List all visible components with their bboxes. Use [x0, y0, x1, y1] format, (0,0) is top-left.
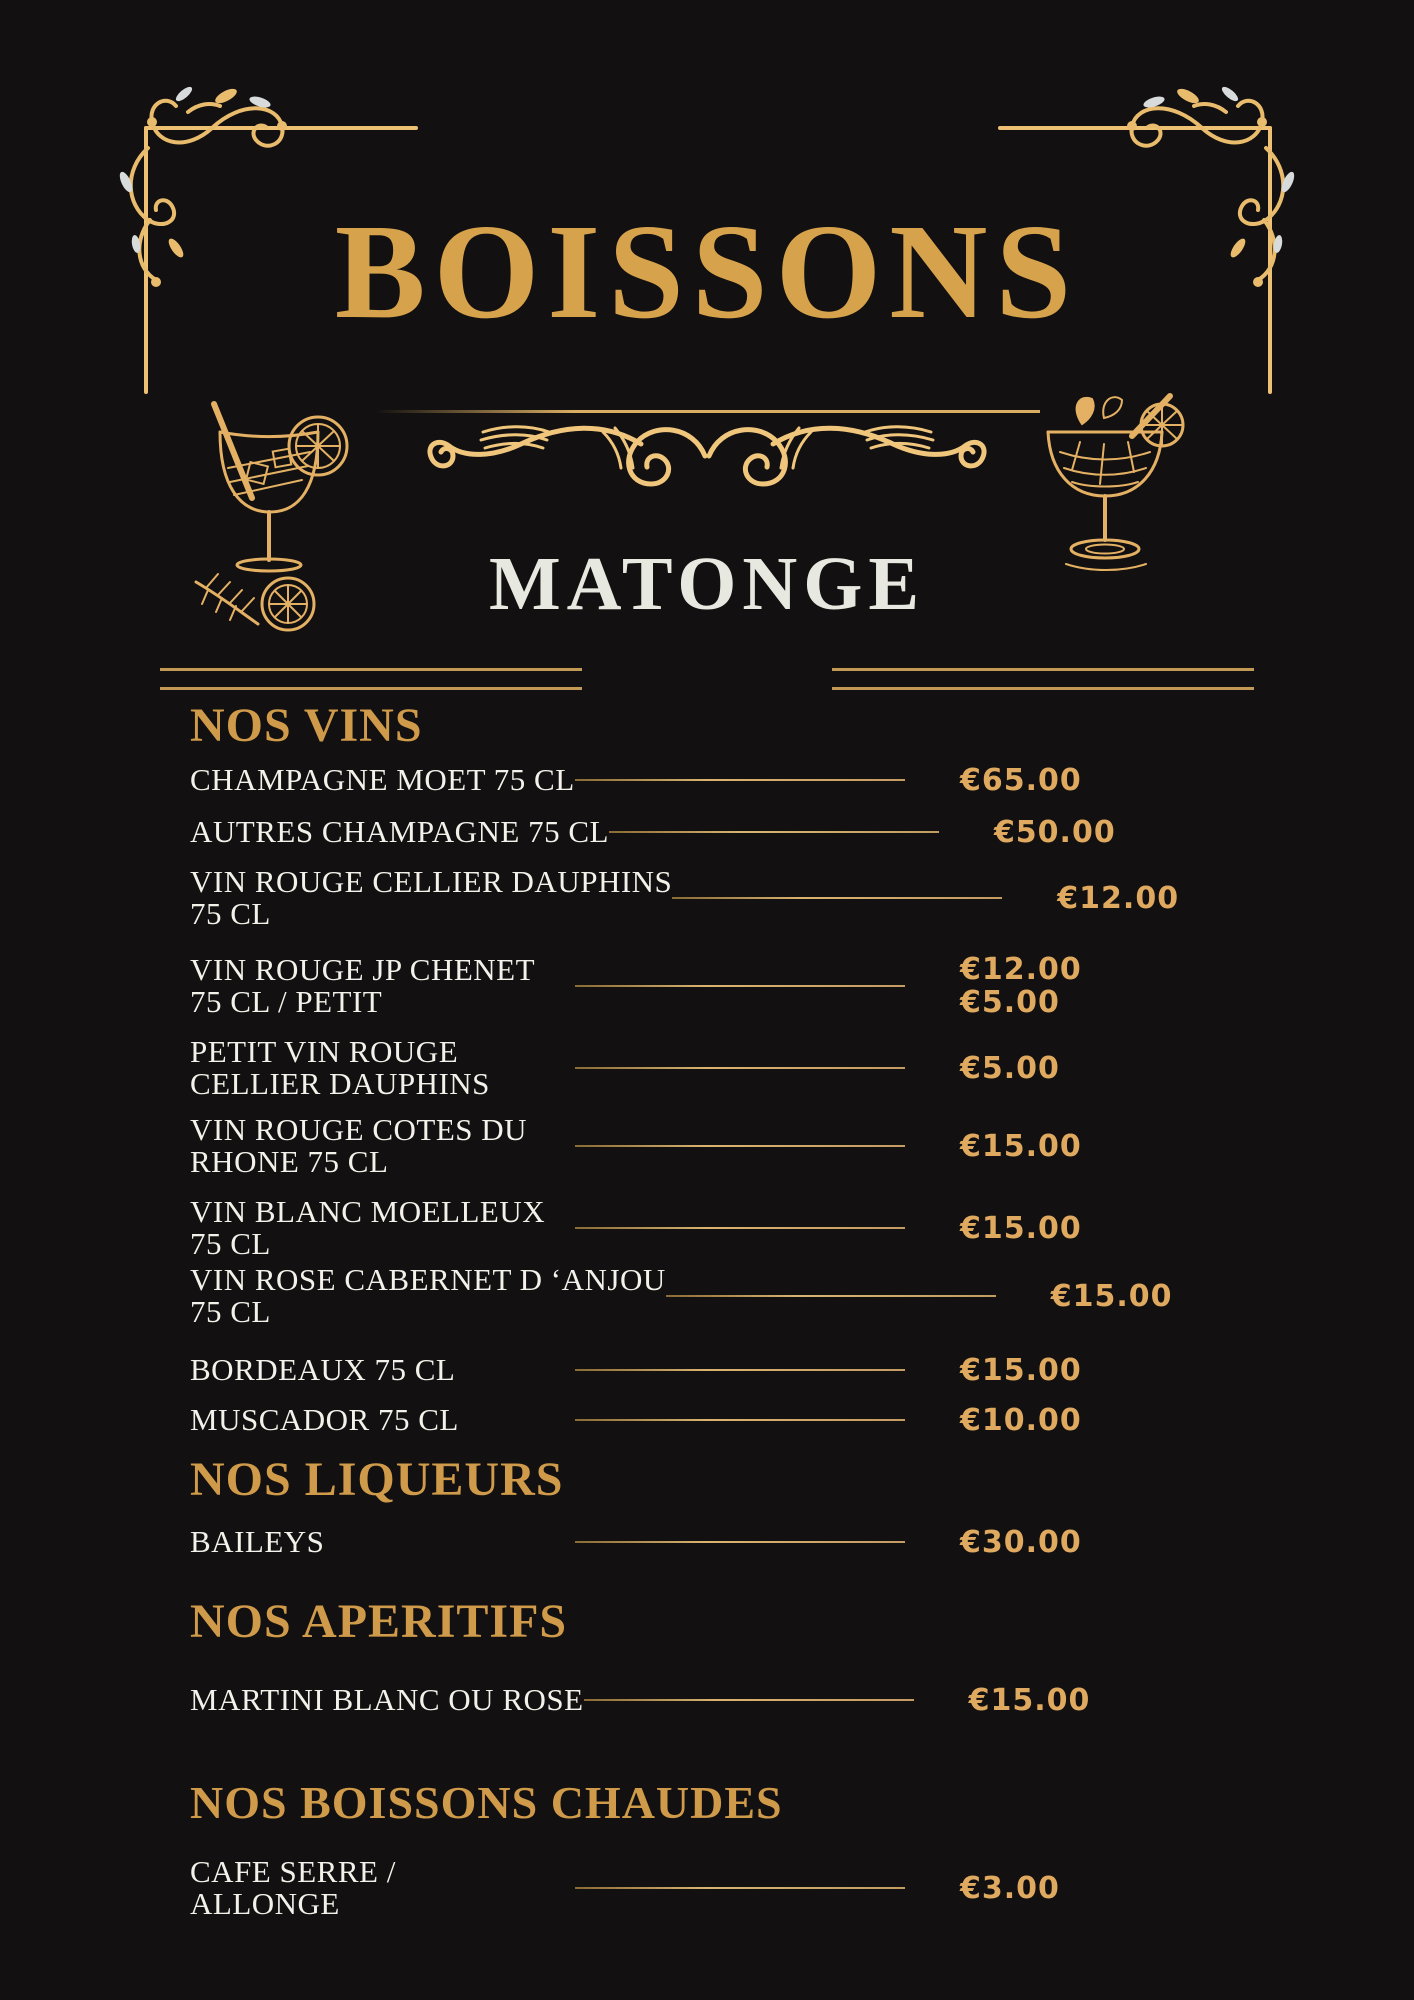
leader-line: [609, 831, 939, 833]
cocktail-glass-icon: [168, 398, 383, 636]
menu-item-row: [190, 1680, 1230, 1720]
item-name: AUTRES CHAMPAGNE 75 CL: [190, 814, 609, 849]
menu-item-row: [190, 1350, 1230, 1390]
leader-line: [584, 1699, 914, 1701]
restaurant-name: MATONGE: [488, 542, 926, 626]
menu-item-row: [190, 1036, 1230, 1100]
leader-line: [575, 1541, 905, 1543]
item-name: VIN ROSE CABERNET D ‘ANJOU 75 CL: [190, 1262, 666, 1329]
leader-line: [575, 1887, 905, 1889]
menu-item-row: [190, 866, 1230, 930]
cocktail-goblet-icon: [1020, 392, 1192, 642]
leader-line: [575, 985, 905, 987]
item-price: €65.00: [960, 762, 1082, 798]
item-price: €3.00: [960, 1870, 1060, 1906]
page-title: BOISSONS: [334, 197, 1080, 347]
leader-line: [672, 897, 1002, 899]
item-price: €15.00: [1050, 1278, 1173, 1314]
section-heading-vins: NOS VINS: [190, 699, 423, 752]
double-rule-right: [832, 668, 1254, 671]
title-divider-line: [375, 410, 1040, 413]
item-price: €30.00: [960, 1524, 1082, 1560]
item-name: BORDEAUX 75 CL: [190, 1352, 456, 1387]
leader-line: [575, 1369, 905, 1371]
item-price: €15.00: [960, 1128, 1082, 1164]
menu-item-row: [190, 1522, 1230, 1562]
leader-line: [666, 1295, 996, 1297]
menu-item-row: [190, 1196, 1230, 1260]
item-price: €12.00: [1057, 880, 1180, 916]
item-name: VIN ROUGE CELLIER DAUPHINS 75 CL: [190, 864, 673, 931]
leader-line: [575, 779, 905, 781]
item-name: CHAMPAGNE MOET 75 CL: [190, 762, 575, 797]
item-name: BAILEYS: [190, 1524, 325, 1559]
double-rule-left: [160, 687, 582, 690]
swirl-divider-icon: [427, 416, 987, 508]
leader-line: [575, 1227, 905, 1229]
item-price: €10.00: [960, 1402, 1082, 1438]
section-heading-aperitifs: NOS APERITIFS: [190, 1595, 568, 1648]
menu-item-row: [190, 952, 1230, 1020]
item-name: MARTINI BLANC OU ROSE: [190, 1682, 584, 1717]
menu-item-row: [190, 1856, 1230, 1920]
item-name: MUSCADOR 75 CL: [190, 1402, 459, 1437]
double-rule-left: [160, 668, 582, 671]
item-price: €15.00: [960, 1210, 1082, 1246]
menu-item-row: [190, 1264, 1230, 1328]
item-name: VIN BLANC MOELLEUX 75 CL: [190, 1194, 546, 1261]
section-heading-liqueurs: NOS LIQUEURS: [190, 1453, 564, 1506]
leader-line: [575, 1067, 905, 1069]
menu-item-row: [190, 1114, 1230, 1178]
menu-item-row: [190, 814, 1230, 850]
double-rule-right: [832, 687, 1254, 690]
section-heading-chaudes: NOS BOISSONS CHAUDES: [190, 1777, 783, 1828]
item-price: €5.00: [960, 1050, 1060, 1086]
leader-line: [575, 1419, 905, 1421]
menu-item-row: [190, 1400, 1230, 1440]
item-price: €12.00 €5.00: [960, 952, 1082, 1020]
item-name: VIN ROUGE COTES DU RHONE 75 CL: [190, 1112, 528, 1179]
item-price: €50.00: [993, 814, 1116, 850]
item-name: PETIT VIN ROUGE CELLIER DAUPHINS: [190, 1034, 490, 1101]
item-name: CAFE SERRE / ALLONGE: [190, 1854, 396, 1921]
item-name: VIN ROUGE JP CHENET 75 CL / PETIT: [190, 952, 536, 1019]
leader-line: [575, 1145, 905, 1147]
item-price: €15.00: [968, 1682, 1091, 1718]
item-price: €15.00: [960, 1352, 1082, 1388]
menu-item-row: [190, 762, 1230, 798]
